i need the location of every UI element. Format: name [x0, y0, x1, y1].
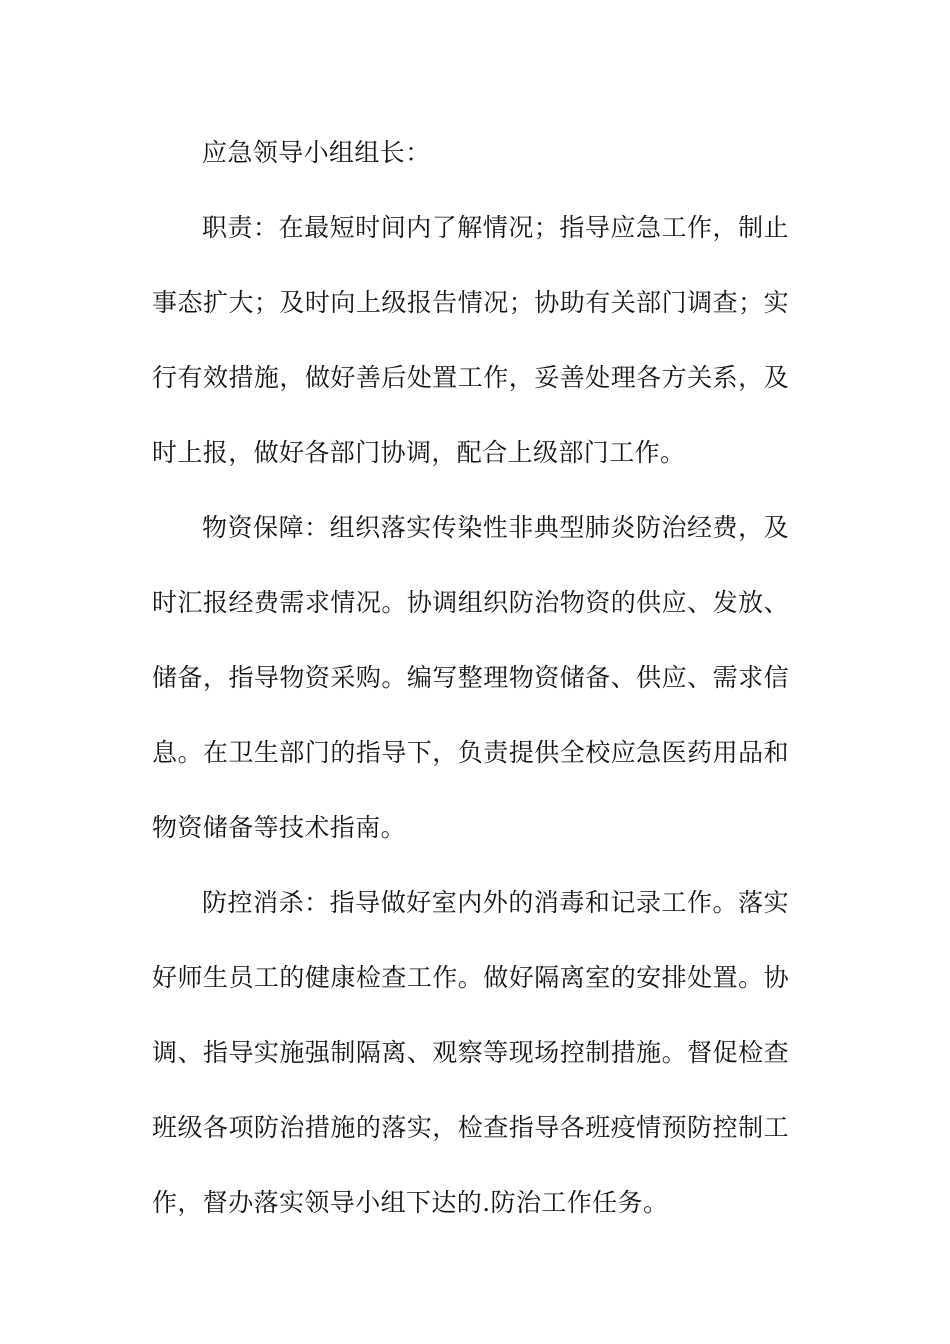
paragraph-leader-heading: 应急领导小组组长： — [202, 138, 431, 167]
paragraph-prevention-disinfection: 防控消杀：指导做好室内外的消毒和记录工作。落实好师生员工的健康检查工作。做好隔离室的安排处置。协调、指导实施强制隔离、观察等现场控制措施。督促检查班级各项防治措施的落实，检查指导各班疫情预防控制工作，督办落实领导小组下达的.防治工作任务。 — [152, 888, 789, 1217]
paragraph-duties: 职责：在最短时间内了解情况；指导应急工作，制止事态扩大；及时向上级报告情况；协助有关部门调查；实行有效措施，做好善后处置工作，妥善处理各方关系，及时上报，做好各部门协调，配合上级部门工作。 — [152, 213, 789, 467]
document-body — [152, 115, 789, 1240]
paragraph-material-support: 物资保障：组织落实传染性非典型肺炎防治经费，及时汇报经费需求情况。协调组织防治物资的供应、发放、储备，指导物资采购。编写整理物资储备、供应、需求信息。在卫生部门的指导下，负责提供全校应急医药用品和物资储备等技术指南。 — [152, 513, 789, 842]
